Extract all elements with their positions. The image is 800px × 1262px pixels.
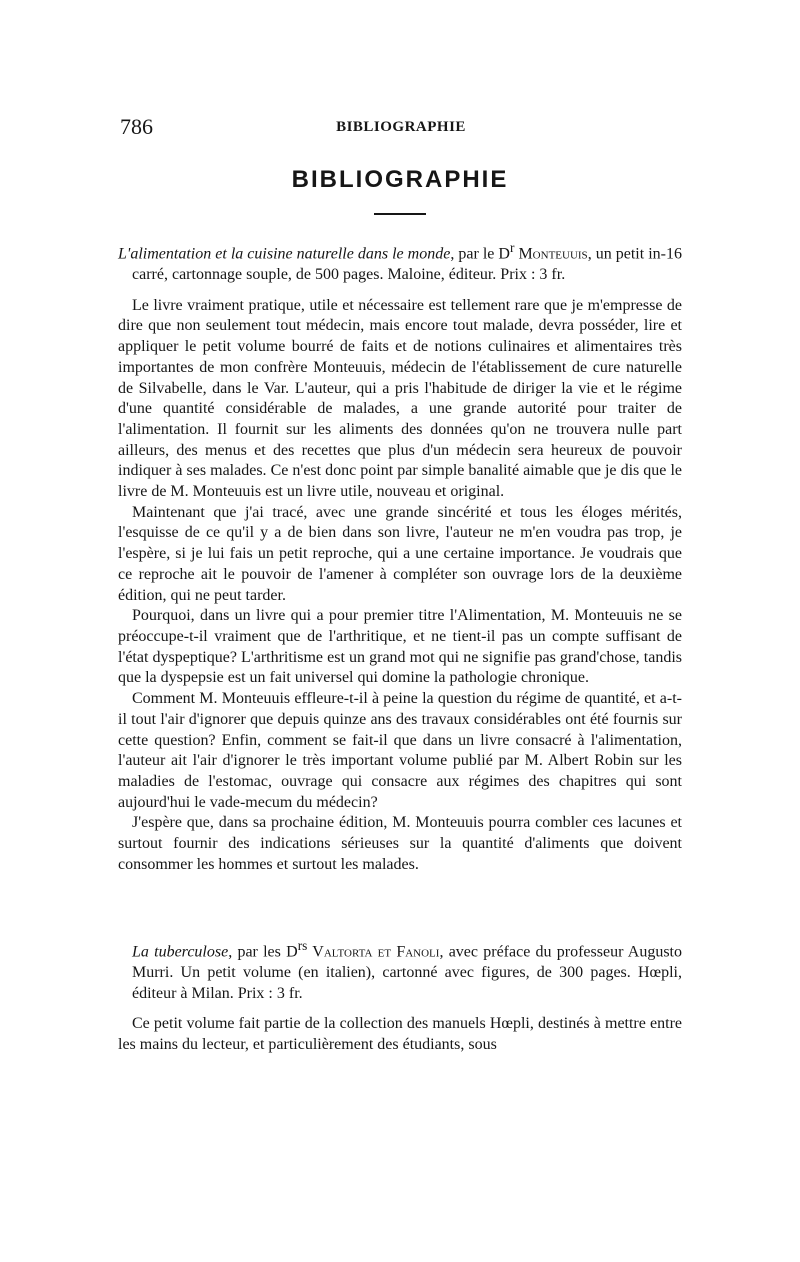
- review-paragraph-4: Comment M. Monteuuis effleure-t-il à peine la question du régime de quantité, et a-t-il tout l'air d'ignorer que depuis quinze ans des travaux considérables ont été fournis sur cette question? Enfin, comment se fait-il que dans un livre consacré à l'alimentation, l'auteur ait l'air d'ignorer le très important volume publié par M. Albert Robin sur les maladies de l'estomac, ouvrage qui consacre aux régimes des chapitres qui sont aujourd'hui le vade-mecum du médecin?: [118, 690, 682, 811]
- review-paragraph-5: J'espère que, dans sa prochaine édition, M. Monteuuis pourra combler ces lacunes et surtout fournir des indications sérieuses sur la quantité d'aliments que doivent consommer les hommes et surtout les malades.: [118, 814, 682, 873]
- review-paragraph-2: Maintenant que j'ai tracé, avec une grande sincérité et tous les éloges mérités, l'esquisse de ce qu'il y a de bien dans son livre, l'auteur ne m'en voudra pas trop, je l'espère, si je lui fais un petit reproche, qui a une certaine importance. Je voudrais que ce reproche ait le pouvoir de l'amener à compléter son ouvrage lors de la deuxième édition, qui ne peut tarder.: [118, 503, 682, 604]
- page-number: 786: [120, 114, 153, 139]
- page-header: [120, 114, 682, 138]
- review-tuberculose: [118, 936, 682, 1056]
- book-details: , un petit in-16 carré, cartonnage souple, de 500 pages. Maloine, éditeur. Prix : 3 fr.: [132, 245, 682, 284]
- review-paragraph-3: Pourquoi, dans un livre qui a pour premier titre l'Alimentation, M. Monteuuis ne se préoccupe-t-il vraiment que de l'arthritique, et ne tient-il pas un compte suffisant de l'état dyspeptique? L'arthritisme est un grand mot qui ne signifie pas grand'chose, tandis que la dyspepsie est un fait universel qui domine la pathologie chronique.: [118, 607, 682, 687]
- review-paragraph-1: Le livre vraiment pratique, utile et nécessaire est tellement rare que je m'empresse de dire que non seulement tout médecin, mais encore tout malade, devra posséder, lire et appliquer le petit volume bourré de faits et de notions culinaires et alimentaires très importantes de mon confrère Monteuuis, médecin de l'établissement de cure naturelle de Silvabelle, dans le Var. L'auteur, qui a pris l'habitude de diriger la vie et le régime d'une quantité considérable de malades, a une grande autorité pour traiter de l'alimentation. Il fournit sur les aliments des données qu'on ne trouvera nulle part ailleurs, des menus et des recettes que plus d'un médecin sera heureux de pouvoir indiquer à ses malades. Ce n'est donc point par simple banalité aimable que je dis que le livre de M. Monteuuis est un livre utile, nouveau et original.: [118, 296, 682, 501]
- section-title: BIBLIOGRAPHIE: [291, 166, 509, 193]
- reference-by: , par le D: [450, 245, 510, 263]
- review-alimentation: [118, 238, 682, 875]
- reference-sup: r: [509, 240, 515, 255]
- review-paragraph-1: Ce petit volume fait partie de la collection des manuels Hœpli, destinés à mettre entre les mains du lecteur, et particulièrement des étudiants, sous: [118, 1015, 682, 1054]
- book-reference: [118, 936, 682, 1004]
- book-authors: Valtorta et Fanoli: [307, 943, 440, 961]
- running-head: BIBLIOGRAPHIE: [336, 119, 466, 135]
- book-title: L'alimentation et la cuisine naturelle dans le monde: [118, 245, 451, 263]
- reference-by: , par les D: [228, 943, 298, 961]
- book-title: La tuberculose: [132, 943, 229, 961]
- book-author: Monteuuis: [514, 245, 588, 263]
- reference-sup: rs: [297, 938, 308, 953]
- book-details: , avec préface du professeur Augusto Murri. Un petit volume (en italien), cartonné avec figures, de 300 pages. Hœpli, éditeur à Milan. Prix : 3 fr.: [132, 943, 683, 1002]
- book-reference: [118, 238, 682, 286]
- title-divider: [374, 213, 426, 215]
